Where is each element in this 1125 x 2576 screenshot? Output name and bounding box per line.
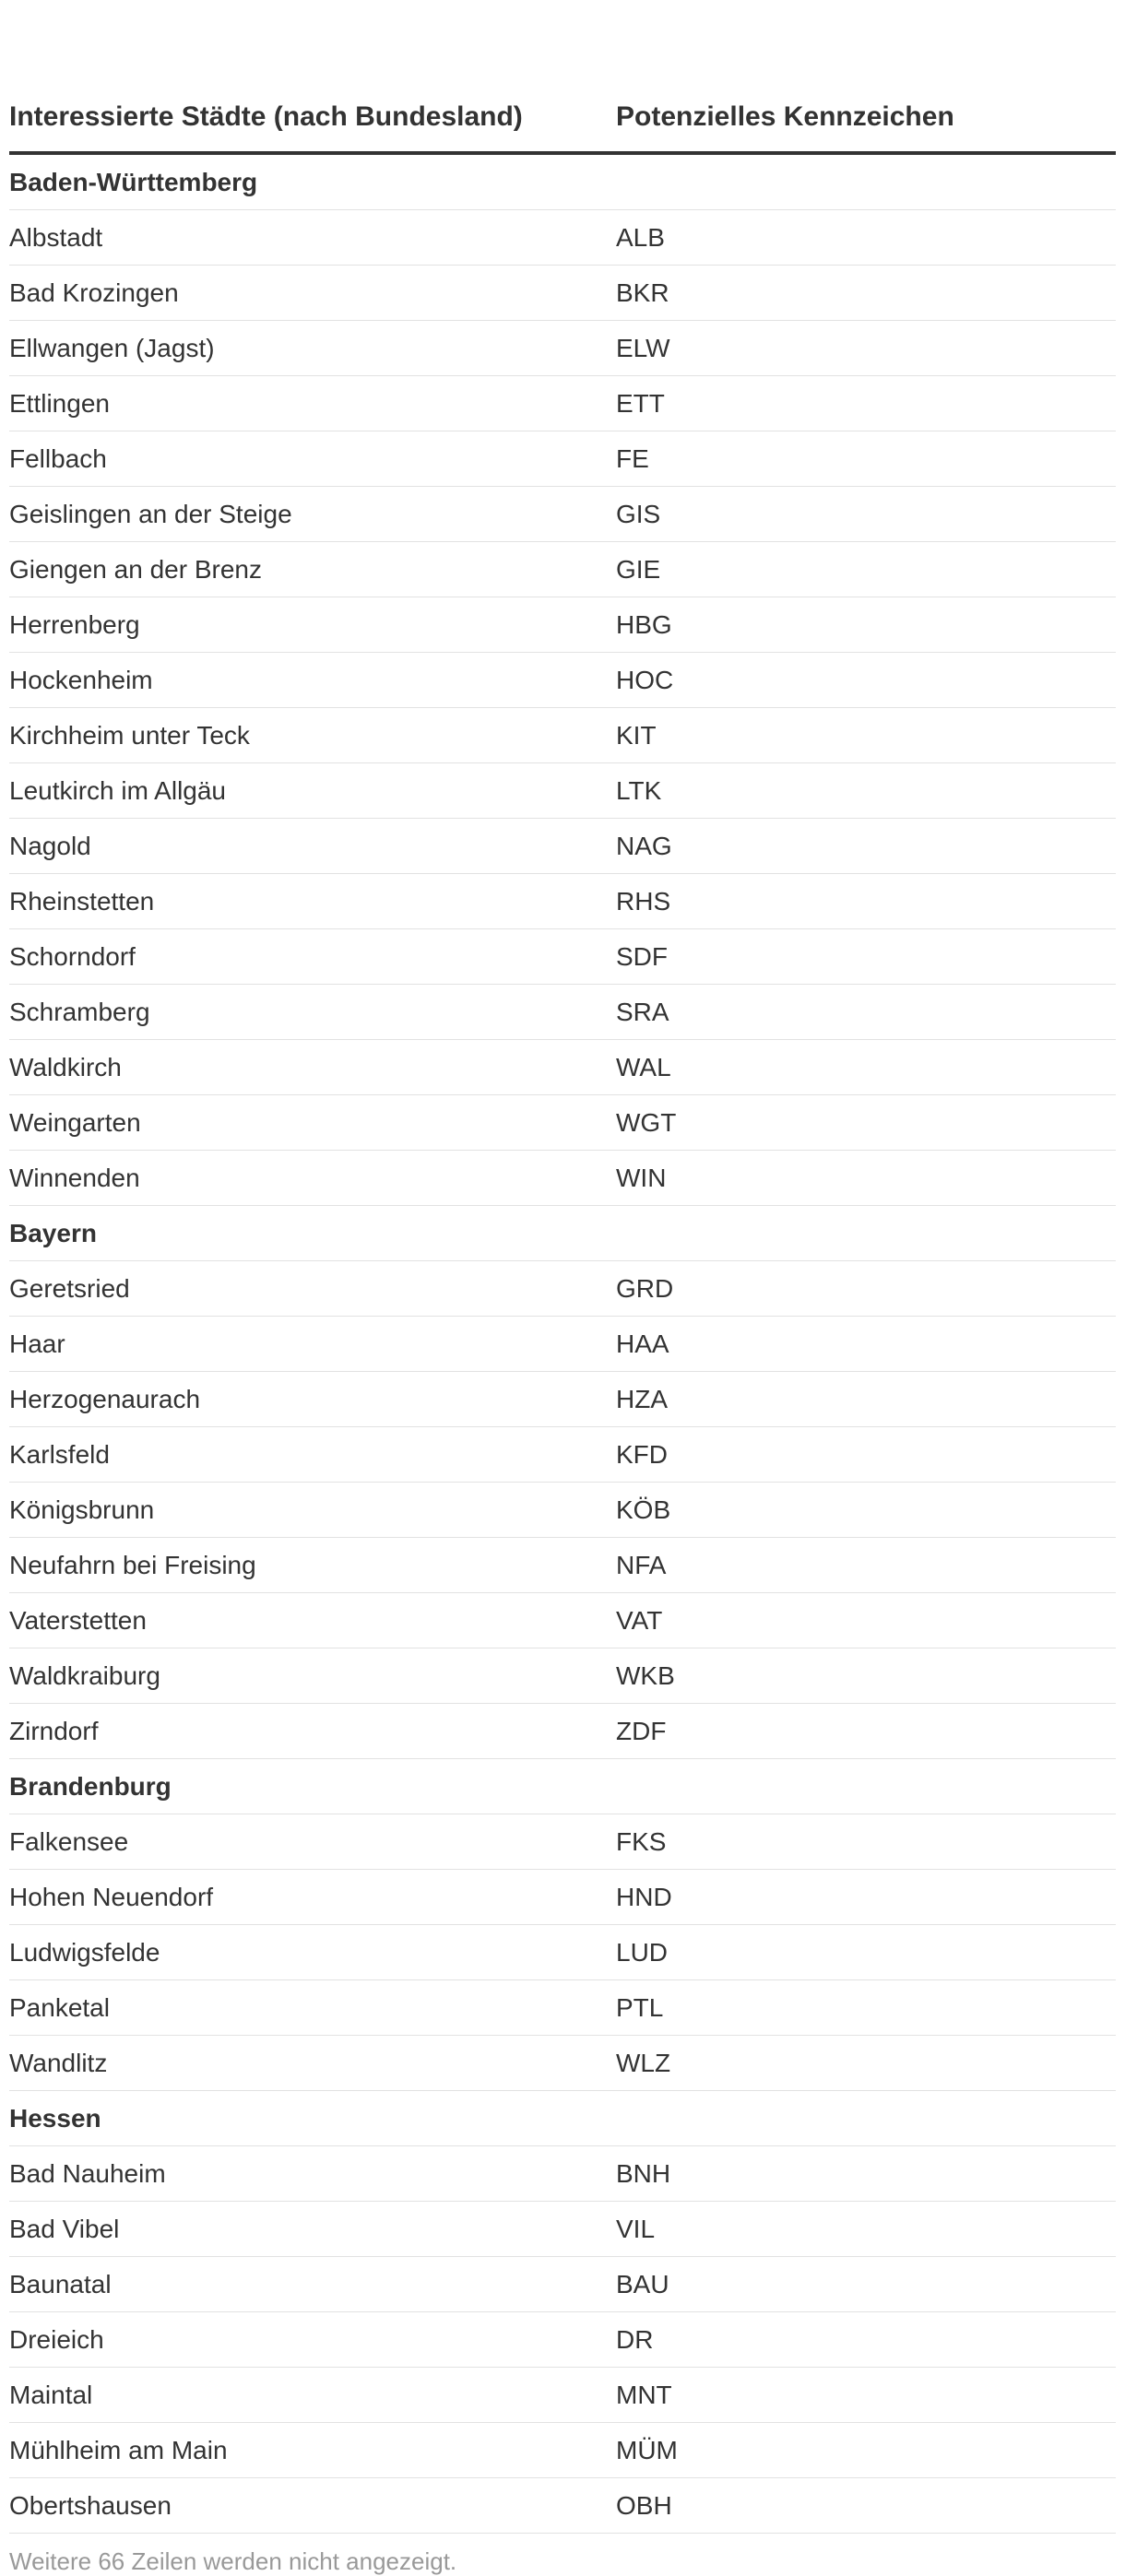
table-row xyxy=(9,2423,1116,2478)
city-cell: Weingarten xyxy=(9,1095,616,1151)
license-plate-table xyxy=(9,0,1116,2534)
city-cell: Kirchheim unter Teck xyxy=(9,708,616,763)
plate-cell: RHS xyxy=(616,874,1116,929)
city-cell: Herrenberg xyxy=(9,597,616,653)
plate-cell: GIS xyxy=(616,487,1116,542)
plate-cell: BKR xyxy=(616,266,1116,321)
city-cell: Königsbrunn xyxy=(9,1483,616,1538)
table-row xyxy=(9,874,1116,929)
table-row xyxy=(9,1980,1116,2036)
city-cell: Vaterstetten xyxy=(9,1593,616,1648)
group-name: Brandenburg xyxy=(9,1759,616,1814)
plate-cell: BAU xyxy=(616,2257,1116,2312)
table-row xyxy=(9,1593,1116,1648)
table-row xyxy=(9,819,1116,874)
table-row xyxy=(9,2202,1116,2257)
plate-cell: ALB xyxy=(616,210,1116,266)
table-header xyxy=(9,0,1116,153)
group-row xyxy=(9,2091,1116,2146)
city-cell: Schorndorf xyxy=(9,929,616,985)
table-row xyxy=(9,1483,1116,1538)
city-cell: Nagold xyxy=(9,819,616,874)
plate-cell: WAL xyxy=(616,1040,1116,1095)
table-row xyxy=(9,1538,1116,1593)
table-row xyxy=(9,763,1116,819)
plate-cell: WIN xyxy=(616,1151,1116,1206)
table-row xyxy=(9,2478,1116,2534)
group-row xyxy=(9,153,1116,210)
plate-cell: VAT xyxy=(616,1593,1116,1648)
plate-cell: MNT xyxy=(616,2368,1116,2423)
city-cell: Neufahrn bei Freising xyxy=(9,1538,616,1593)
plate-cell: HOC xyxy=(616,653,1116,708)
city-cell: Obertshausen xyxy=(9,2478,616,2534)
table-row xyxy=(9,2036,1116,2091)
city-cell: Haar xyxy=(9,1317,616,1372)
city-cell: Hohen Neuendorf xyxy=(9,1870,616,1925)
group-name: Bayern xyxy=(9,1206,616,1261)
table-row xyxy=(9,1095,1116,1151)
city-cell: Winnenden xyxy=(9,1151,616,1206)
city-cell: Schramberg xyxy=(9,985,616,1040)
plate-cell: WLZ xyxy=(616,2036,1116,2091)
group-name: Baden-Württemberg xyxy=(9,153,616,210)
hidden-rows-note: Weitere 66 Zeilen werden nicht angezeigt. xyxy=(9,2547,457,2575)
plate-cell: HBG xyxy=(616,597,1116,653)
table-row xyxy=(9,929,1116,985)
table-row xyxy=(9,1372,1116,1427)
plate-cell: GRD xyxy=(616,1261,1116,1317)
group-empty-cell xyxy=(616,1759,1116,1814)
table-row xyxy=(9,1648,1116,1704)
table-row xyxy=(9,653,1116,708)
city-cell: Hockenheim xyxy=(9,653,616,708)
header-row xyxy=(9,0,1116,153)
plate-cell: SDF xyxy=(616,929,1116,985)
plate-cell: SRA xyxy=(616,985,1116,1040)
city-cell: Waldkirch xyxy=(9,1040,616,1095)
plate-cell: DR xyxy=(616,2312,1116,2368)
plate-cell: NAG xyxy=(616,819,1116,874)
plate-cell: LTK xyxy=(616,763,1116,819)
city-cell: Ettlingen xyxy=(9,376,616,431)
table-row xyxy=(9,542,1116,597)
city-cell: Fellbach xyxy=(9,431,616,487)
city-cell: Falkensee xyxy=(9,1814,616,1870)
city-cell: Bad Vibel xyxy=(9,2202,616,2257)
city-cell: Panketal xyxy=(9,1980,616,2036)
city-cell: Karlsfeld xyxy=(9,1427,616,1483)
city-cell: Dreieich xyxy=(9,2312,616,2368)
group-row xyxy=(9,1206,1116,1261)
city-cell: Zirndorf xyxy=(9,1704,616,1759)
table-row xyxy=(9,985,1116,1040)
city-cell: Maintal xyxy=(9,2368,616,2423)
table-row xyxy=(9,1870,1116,1925)
city-cell: Rheinstetten xyxy=(9,874,616,929)
city-cell: Mühlheim am Main xyxy=(9,2423,616,2478)
plate-cell: KÖB xyxy=(616,1483,1116,1538)
table-row xyxy=(9,2257,1116,2312)
plate-cell: NFA xyxy=(616,1538,1116,1593)
table-row xyxy=(9,1814,1116,1870)
table-row xyxy=(9,1704,1116,1759)
city-cell: Waldkraiburg xyxy=(9,1648,616,1704)
city-cell: Ellwangen (Jagst) xyxy=(9,321,616,376)
table-row xyxy=(9,210,1116,266)
plate-cell: HZA xyxy=(616,1372,1116,1427)
column-header-cities: Interessierte Städte (nach Bundesland) xyxy=(9,0,616,153)
table-row xyxy=(9,1261,1116,1317)
city-cell: Albstadt xyxy=(9,210,616,266)
table-row xyxy=(9,1427,1116,1483)
table-row xyxy=(9,1151,1116,1206)
plate-cell: VIL xyxy=(616,2202,1116,2257)
group-name: Hessen xyxy=(9,2091,616,2146)
plate-cell: MÜM xyxy=(616,2423,1116,2478)
table-row xyxy=(9,487,1116,542)
plate-cell: PTL xyxy=(616,1980,1116,2036)
table-row xyxy=(9,2368,1116,2423)
table-row xyxy=(9,597,1116,653)
table-row xyxy=(9,376,1116,431)
plate-cell: HND xyxy=(616,1870,1116,1925)
plate-cell: FE xyxy=(616,431,1116,487)
plate-cell: KIT xyxy=(616,708,1116,763)
plate-cell: KFD xyxy=(616,1427,1116,1483)
plate-cell: WKB xyxy=(616,1648,1116,1704)
table-row xyxy=(9,1317,1116,1372)
city-cell: Leutkirch im Allgäu xyxy=(9,763,616,819)
plate-cell: WGT xyxy=(616,1095,1116,1151)
table-row xyxy=(9,266,1116,321)
table-row xyxy=(9,1925,1116,1980)
plate-cell: GIE xyxy=(616,542,1116,597)
table-body xyxy=(9,153,1116,2534)
group-empty-cell xyxy=(616,2091,1116,2146)
table-row xyxy=(9,2146,1116,2202)
plate-cell: OBH xyxy=(616,2478,1116,2534)
plate-cell: BNH xyxy=(616,2146,1116,2202)
plate-cell: FKS xyxy=(616,1814,1116,1870)
city-cell: Bad Nauheim xyxy=(9,2146,616,2202)
plate-cell: ETT xyxy=(616,376,1116,431)
city-cell: Ludwigsfelde xyxy=(9,1925,616,1980)
city-cell: Geretsried xyxy=(9,1261,616,1317)
table-row xyxy=(9,2312,1116,2368)
table-row xyxy=(9,708,1116,763)
table-row xyxy=(9,1040,1116,1095)
plate-cell: ELW xyxy=(616,321,1116,376)
table-row xyxy=(9,431,1116,487)
plate-cell: ZDF xyxy=(616,1704,1116,1759)
group-empty-cell xyxy=(616,153,1116,210)
city-cell: Wandlitz xyxy=(9,2036,616,2091)
city-cell: Geislingen an der Steige xyxy=(9,487,616,542)
city-cell: Giengen an der Brenz xyxy=(9,542,616,597)
city-cell: Herzogenaurach xyxy=(9,1372,616,1427)
column-header-plate: Potenzielles Kennzeichen xyxy=(616,0,1116,153)
city-cell: Bad Krozingen xyxy=(9,266,616,321)
plate-cell: LUD xyxy=(616,1925,1116,1980)
city-cell: Baunatal xyxy=(9,2257,616,2312)
group-empty-cell xyxy=(616,1206,1116,1261)
group-row xyxy=(9,1759,1116,1814)
table-row xyxy=(9,321,1116,376)
plate-cell: HAA xyxy=(616,1317,1116,1372)
